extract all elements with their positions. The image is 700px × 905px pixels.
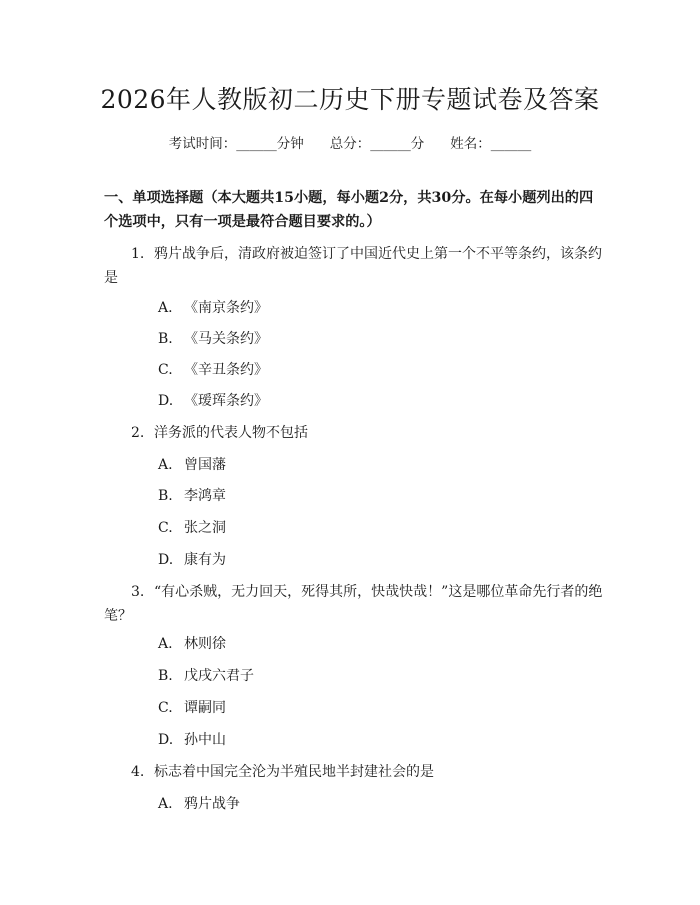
question-text: 鸦片战争后，清政府被迫签订了中国近代史上第一个不平等条约，该条约是 (104, 246, 602, 286)
exam-meta-line (0, 132, 700, 152)
option-text: 《辛丑条约》 (184, 362, 268, 378)
option-letter: B. (158, 488, 173, 504)
exam-time-field: 考试时间：______分钟 (168, 136, 304, 152)
question-3-option-b (158, 666, 254, 686)
question-number: 2. (131, 425, 145, 441)
section-heading: 一、单项选择题（本大题共15小题，每小题2分，共30分。在每小题列出的四个选项中，只有一项是最符合题目要求的。） (104, 190, 594, 230)
question-2 (104, 421, 604, 445)
option-text: 林则徐 (184, 636, 226, 652)
option-text: 谭嗣同 (184, 700, 226, 716)
question-3-option-a (158, 634, 226, 654)
option-letter: B. (158, 668, 173, 684)
option-letter: A. (158, 796, 173, 812)
question-text: “有心杀贼，无力回天，死得其所，快哉快哉！”这是哪位革命先行者的绝笔？ (104, 584, 603, 624)
question-3-option-d (158, 730, 226, 750)
question-3-option-c (158, 698, 226, 718)
question-1-option-c (158, 360, 268, 380)
option-text: 《马关条约》 (184, 331, 268, 347)
question-text: 标志着中国完全沦为半殖民地半封建社会的是 (154, 764, 434, 780)
option-letter: A. (158, 636, 173, 652)
option-text: 鸦片战争 (184, 796, 240, 812)
option-letter: C. (158, 362, 173, 378)
question-2-option-c (158, 518, 226, 538)
page-title: 2026年人教版初二历史下册专题试卷及答案 (100, 85, 600, 114)
question-4-option-a (158, 794, 240, 814)
question-1 (104, 242, 604, 290)
question-1-option-b (158, 329, 268, 349)
question-number: 1. (131, 246, 145, 262)
option-text: 李鸿章 (184, 488, 226, 504)
option-letter: C. (158, 700, 173, 716)
option-text: 康有为 (184, 552, 226, 568)
question-number: 3. (131, 584, 145, 600)
option-letter: D. (158, 393, 174, 409)
student-name-field: 姓名：______ (450, 136, 532, 152)
option-text: 张之洞 (184, 520, 226, 536)
question-1-option-d (158, 391, 268, 411)
option-letter: C. (158, 520, 173, 536)
option-letter: A. (158, 457, 173, 473)
question-number: 4. (131, 764, 145, 780)
question-4 (104, 760, 604, 784)
option-letter: A. (158, 300, 173, 316)
question-2-option-a (158, 455, 226, 475)
question-3 (104, 580, 604, 628)
option-text: 戊戌六君子 (184, 668, 254, 684)
option-text: 《南京条约》 (184, 300, 268, 316)
option-text: 《瑷珲条约》 (184, 393, 268, 409)
option-letter: D. (158, 552, 174, 568)
option-text: 曾国藩 (184, 457, 226, 473)
total-score-field: 总分：______分 (329, 136, 425, 152)
option-letter: B. (158, 331, 173, 347)
option-letter: D. (158, 732, 174, 748)
question-text: 洋务派的代表人物不包括 (154, 425, 308, 441)
option-text: 孙中山 (184, 732, 226, 748)
question-2-option-b (158, 486, 226, 506)
question-1-option-a (158, 298, 268, 318)
question-2-option-d (158, 550, 226, 570)
